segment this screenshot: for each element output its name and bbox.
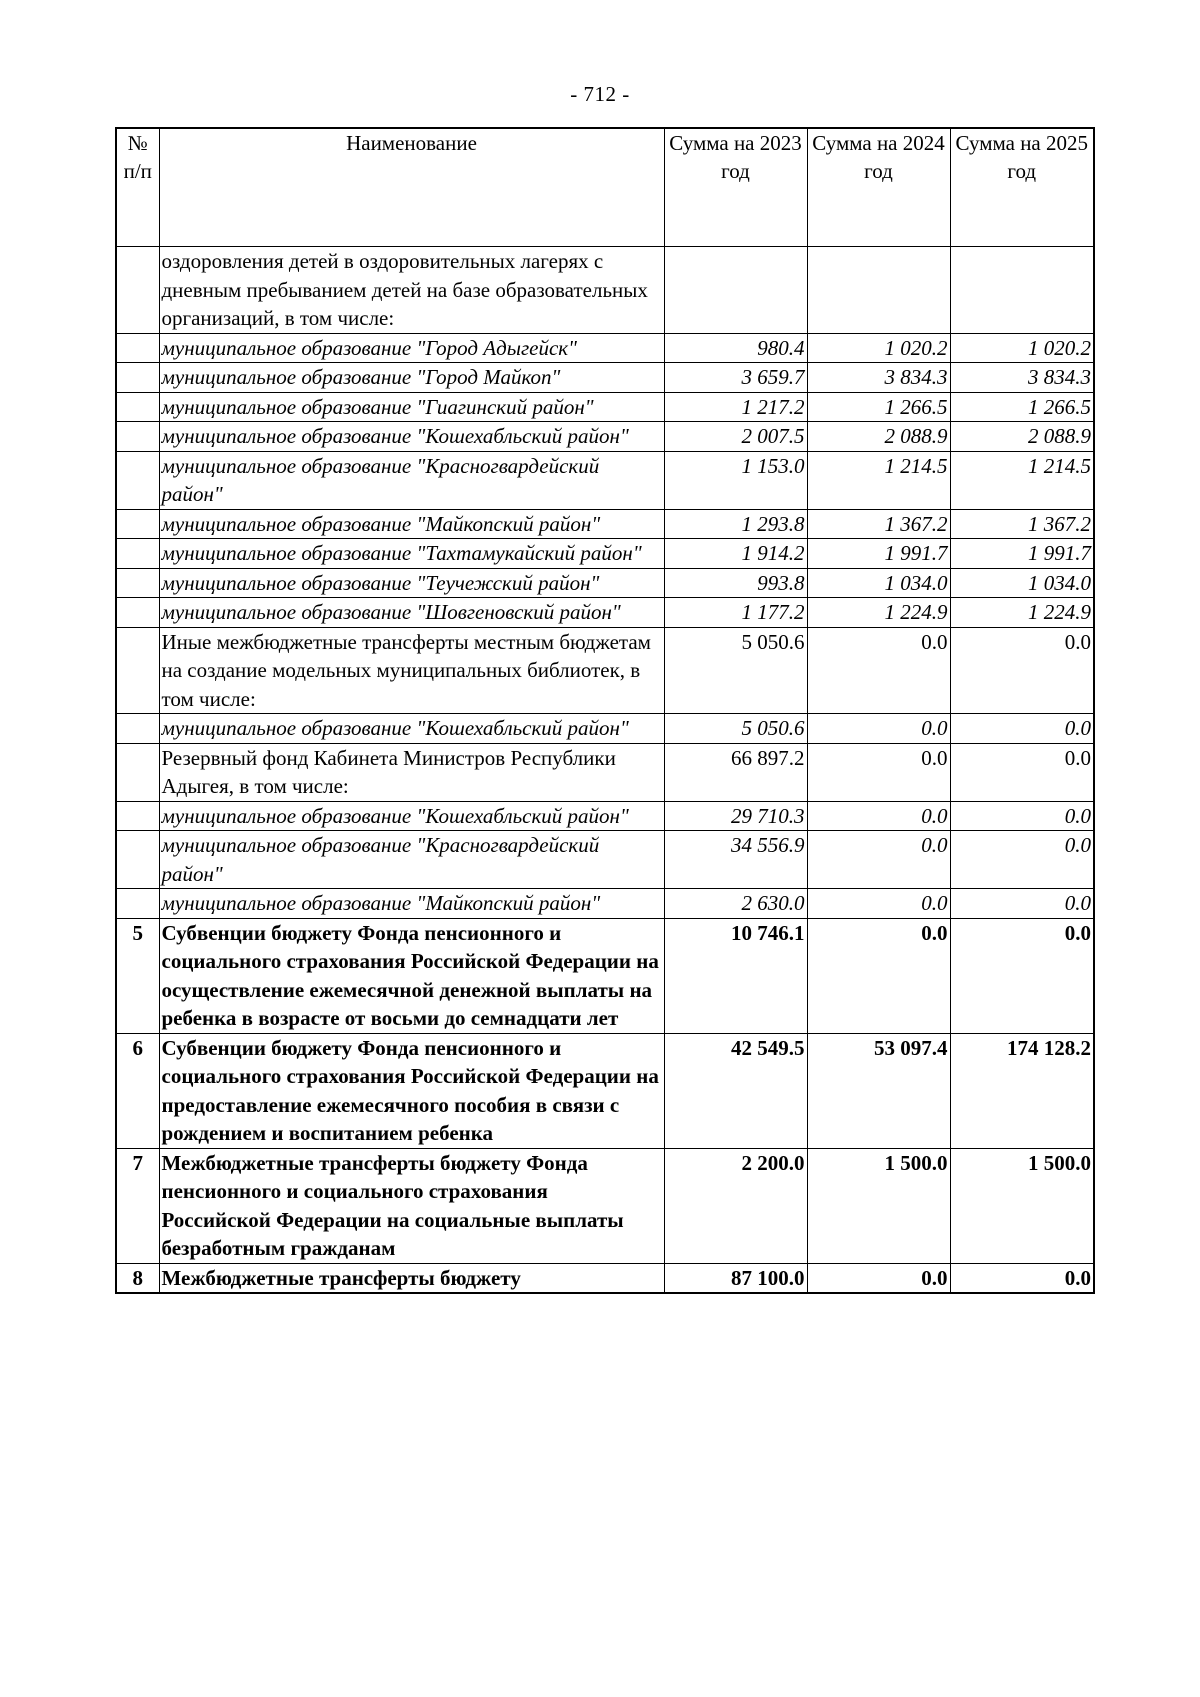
row-2024-cell: 0.0: [807, 743, 950, 801]
row-2025-cell: 1 991.7: [950, 539, 1094, 569]
table-row: [116, 422, 1094, 452]
row-2024-cell: 3 834.3: [807, 363, 950, 393]
row-2025-cell: 2 088.9: [950, 422, 1094, 452]
row-2024-cell: 0.0: [807, 801, 950, 831]
row-num-cell: [116, 568, 159, 598]
table-row: [116, 627, 1094, 714]
row-2024-cell: 0.0: [807, 714, 950, 744]
budget-table: [115, 127, 1095, 1294]
row-2025-cell: 0.0: [950, 831, 1094, 889]
table-row: [116, 714, 1094, 744]
row-2023-cell: 1 153.0: [664, 451, 807, 509]
row-num-cell: [116, 801, 159, 831]
row-2025-cell: 1 034.0: [950, 568, 1094, 598]
row-2023-cell: 2 007.5: [664, 422, 807, 452]
row-2024-cell: 0.0: [807, 627, 950, 714]
table-row: [116, 568, 1094, 598]
row-name-cell: Межбюджетные трансферты бюджету Фонда пенсионного и социального страхования Российской Федерации на социальные выплаты безработным гражданам: [159, 1148, 664, 1263]
table-row: [116, 451, 1094, 509]
row-2025-cell: 0.0: [950, 889, 1094, 919]
row-name-cell: оздоровления детей в оздоровительных лагерях с дневным пребыванием детей на базе образовательных организаций, в том числе:: [159, 247, 664, 334]
row-num-cell: 7: [116, 1148, 159, 1263]
row-2023-cell: 42 549.5: [664, 1033, 807, 1148]
row-name-cell: муниципальное образование "Тахтамукайский район": [159, 539, 664, 569]
row-2025-cell: 1 214.5: [950, 451, 1094, 509]
row-num-cell: [116, 363, 159, 393]
table-row: [116, 743, 1094, 801]
row-name-cell: муниципальное образование "Город Майкоп": [159, 363, 664, 393]
row-name-cell: муниципальное образование "Город Адыгейск": [159, 333, 664, 363]
row-2025-cell: 174 128.2: [950, 1033, 1094, 1148]
row-name-cell: Иные межбюджетные трансферты местным бюджетам на создание модельных муниципальных библиотек, в том числе:: [159, 627, 664, 714]
row-name-cell: Субвенции бюджету Фонда пенсионного и социального страхования Российской Федерации на предоставление ежемесячного пособия в связи с рождением и воспитанием ребенка: [159, 1033, 664, 1148]
row-2023-cell: 1 217.2: [664, 392, 807, 422]
row-num-cell: [116, 714, 159, 744]
table-body: [116, 247, 1094, 1294]
row-num-cell: 5: [116, 918, 159, 1033]
row-2023-cell: 1 293.8: [664, 509, 807, 539]
row-2024-cell: 0.0: [807, 1263, 950, 1293]
row-num-cell: [116, 422, 159, 452]
row-num-cell: [116, 627, 159, 714]
table-row: [116, 598, 1094, 628]
row-name-cell: Субвенции бюджету Фонда пенсионного и социального страхования Российской Федерации на осуществление ежемесячной денежной выплаты на ребенка в возрасте от восьми до семнадцати лет: [159, 918, 664, 1033]
table-row: [116, 889, 1094, 919]
row-num-cell: 6: [116, 1033, 159, 1148]
page-number: - 712 -: [570, 82, 630, 106]
row-num-cell: [116, 451, 159, 509]
row-num-cell: [116, 889, 159, 919]
row-name-cell: муниципальное образование "Красногвардейский район": [159, 831, 664, 889]
table-row: [116, 539, 1094, 569]
row-name-cell: Межбюджетные трансферты бюджету: [159, 1263, 664, 1293]
row-num-cell: [116, 539, 159, 569]
row-2025-cell: 3 834.3: [950, 363, 1094, 393]
row-2024-cell: 0.0: [807, 918, 950, 1033]
row-2023-cell: 34 556.9: [664, 831, 807, 889]
header-2023: Сумма на 2023 год: [664, 128, 807, 247]
header-2024: Сумма на 2024 год: [807, 128, 950, 247]
row-name-cell: муниципальное образование "Кошехабльский район": [159, 801, 664, 831]
row-2023-cell: [664, 247, 807, 334]
row-2024-cell: 0.0: [807, 889, 950, 919]
row-num-cell: 8: [116, 1263, 159, 1293]
row-num-cell: [116, 247, 159, 334]
row-2023-cell: 2 200.0: [664, 1148, 807, 1263]
row-num-cell: [116, 598, 159, 628]
row-2023-cell: 980.4: [664, 333, 807, 363]
table-row: [116, 392, 1094, 422]
row-2023-cell: 2 630.0: [664, 889, 807, 919]
row-num-cell: [116, 831, 159, 889]
row-2023-cell: 5 050.6: [664, 627, 807, 714]
table-row: [116, 333, 1094, 363]
row-name-cell: муниципальное образование "Красногвардейский район": [159, 451, 664, 509]
row-2024-cell: 1 991.7: [807, 539, 950, 569]
table-row: [116, 509, 1094, 539]
row-name-cell: муниципальное образование "Кошехабльский район": [159, 422, 664, 452]
table-row: [116, 1033, 1094, 1148]
row-2024-cell: 1 224.9: [807, 598, 950, 628]
header-name: Наименование: [159, 128, 664, 247]
row-2024-cell: 0.0: [807, 831, 950, 889]
header-2025: Сумма на 2025 год: [950, 128, 1094, 247]
row-2024-cell: [807, 247, 950, 334]
row-2023-cell: 5 050.6: [664, 714, 807, 744]
row-2025-cell: [950, 247, 1094, 334]
row-2024-cell: 1 020.2: [807, 333, 950, 363]
row-name-cell: Резервный фонд Кабинета Министров Республики Адыгея, в том числе:: [159, 743, 664, 801]
row-2024-cell: 1 214.5: [807, 451, 950, 509]
table-row: [116, 801, 1094, 831]
row-num-cell: [116, 509, 159, 539]
row-2024-cell: 1 266.5: [807, 392, 950, 422]
row-name-cell: муниципальное образование "Шовгеновский район": [159, 598, 664, 628]
row-2025-cell: 0.0: [950, 1263, 1094, 1293]
row-num-cell: [116, 333, 159, 363]
row-2024-cell: 1 500.0: [807, 1148, 950, 1263]
row-2023-cell: 3 659.7: [664, 363, 807, 393]
table-row: [116, 1148, 1094, 1263]
table-row: [116, 363, 1094, 393]
row-2023-cell: 66 897.2: [664, 743, 807, 801]
row-2024-cell: 53 097.4: [807, 1033, 950, 1148]
row-num-cell: [116, 743, 159, 801]
row-name-cell: муниципальное образование "Майкопский район": [159, 889, 664, 919]
row-name-cell: муниципальное образование "Кошехабльский район": [159, 714, 664, 744]
row-2024-cell: 1 034.0: [807, 568, 950, 598]
row-2024-cell: 2 088.9: [807, 422, 950, 452]
row-2025-cell: 1 500.0: [950, 1148, 1094, 1263]
header-num: № п/п: [116, 128, 159, 247]
row-2024-cell: 1 367.2: [807, 509, 950, 539]
table-header: [116, 128, 1094, 247]
row-2023-cell: 1 177.2: [664, 598, 807, 628]
row-2023-cell: 993.8: [664, 568, 807, 598]
table-row: [116, 918, 1094, 1033]
row-2025-cell: 1 224.9: [950, 598, 1094, 628]
table-row: [116, 831, 1094, 889]
row-2025-cell: 0.0: [950, 714, 1094, 744]
row-name-cell: муниципальное образование "Майкопский район": [159, 509, 664, 539]
row-2025-cell: 0.0: [950, 627, 1094, 714]
table-row: [116, 247, 1094, 334]
row-2025-cell: 1 367.2: [950, 509, 1094, 539]
row-2025-cell: 1 020.2: [950, 333, 1094, 363]
table-row: [116, 1263, 1094, 1293]
row-2025-cell: 0.0: [950, 743, 1094, 801]
row-name-cell: муниципальное образование "Гиагинский район": [159, 392, 664, 422]
row-2025-cell: 0.0: [950, 801, 1094, 831]
row-2025-cell: 0.0: [950, 918, 1094, 1033]
row-num-cell: [116, 392, 159, 422]
row-2023-cell: 87 100.0: [664, 1263, 807, 1293]
row-2023-cell: 10 746.1: [664, 918, 807, 1033]
row-2025-cell: 1 266.5: [950, 392, 1094, 422]
row-2023-cell: 1 914.2: [664, 539, 807, 569]
row-2023-cell: 29 710.3: [664, 801, 807, 831]
row-name-cell: муниципальное образование "Теучежский район": [159, 568, 664, 598]
